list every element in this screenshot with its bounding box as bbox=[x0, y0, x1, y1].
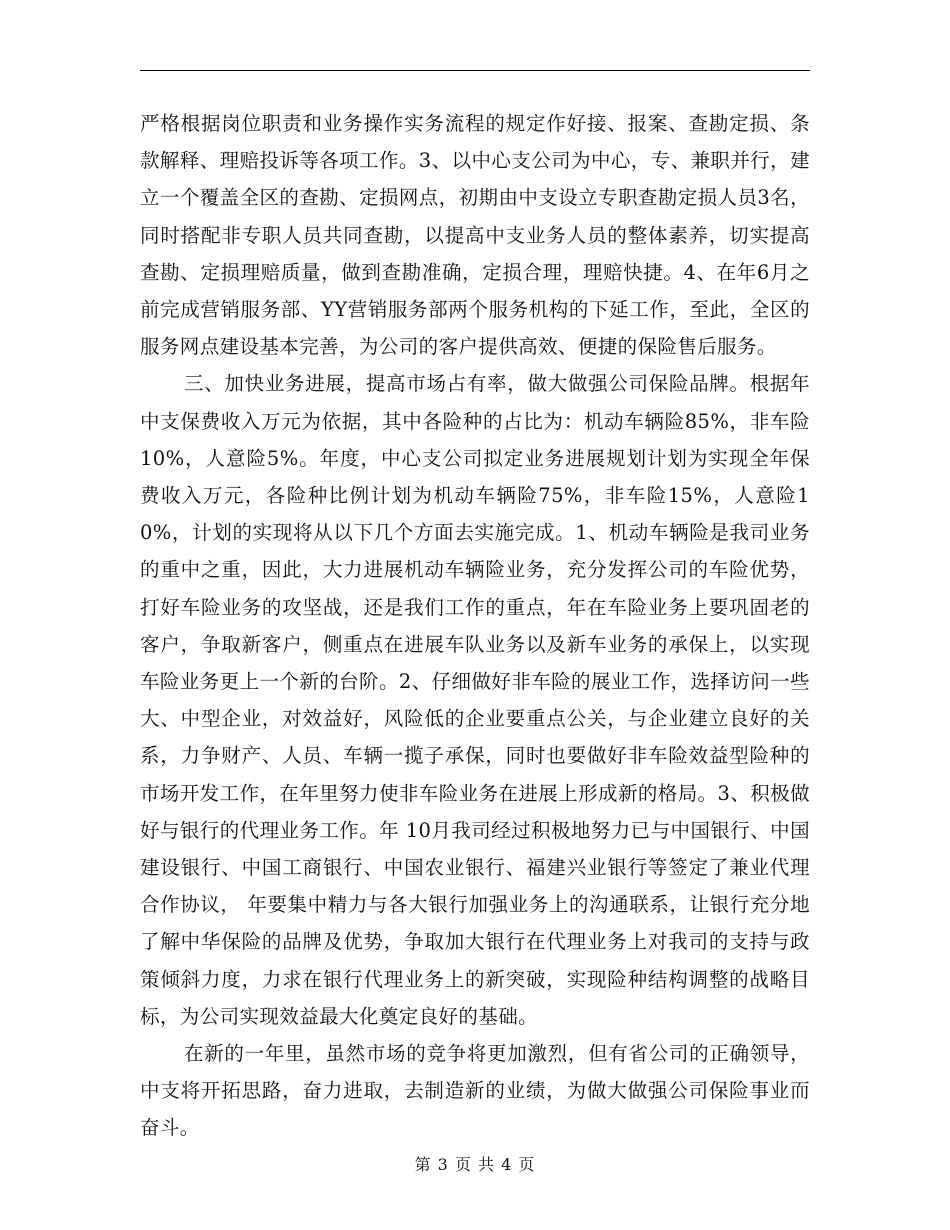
paragraph-3: 在新的一年里，虽然市场的竞争将更加激烈，但有省公司的正确领导，中支将开拓思路，奋力进取，去制造新的业绩，为做大做强公司保险事业而奋斗。 bbox=[140, 1042, 810, 1140]
document-body bbox=[140, 105, 810, 1147]
page-number-footer: 第 3 页 共 4 页 bbox=[414, 1155, 536, 1174]
paragraph-2: 三、加快业务进展，提高市场占有率，做大做强公司保险品牌。根据年中支保费收入万元为依据，其中各险种的占比为：机动车辆险85%，非车险 10%，人意险5%。年度，中心支公司拟定业务进展规划计划为实现全年保费收入万元，各险种比例计划为机动车辆险75%，非车险15%，人意险10%，计划的实现将从以下几个方面去实施完成。1、机动车辆险是我司业务的重中之重，因此，大力进展机动车辆险业务，充分发挥公司的车险优势，打好车险业务的攻坚战，还是我们工作的重点，年在车险业务上要巩固老的客户，争取新客户，侧重点在进展车队业务以及新车业务的承保上，以实现车险业务更上一个新的台阶。2、仔细做好非车险的展业工作，选择访问一些大、中型企业，对效益好，风险低的企业要重点公关，与企业建立良好的关系，力争财产、人员、车辆一揽子承保，同时也要做好非车险效益型险种的市场开发工作，在年里努力使非车险业务在进展上形成新的格局。3、积极做好与银行的代理业务工作。年 10月我司经过积极地努力已与中国银行、中国建设银行、中国工商银行、中国农业银行、福建兴业银行等签定了兼业代理合作协议， 年要集中精力与各大银行加强业务上的沟通联系，让银行充分地了解中华保险的品牌及优势，争取加大银行在代理业务上对我司的支持与政策倾斜力度，力求在银行代理业务上的新突破，实现险种结构调整的战略目标，为公司实现效益最大化奠定良好的基础。 bbox=[140, 372, 810, 1028]
header-rule bbox=[140, 70, 810, 71]
paragraph-1: 严格根据岗位职责和业务操作实务流程的规定作好接、报案、查勘定损、条款解释、理赔投诉等各项工作。3、以中心支公司为中心，专、兼职并行，建立一个覆盖全区的查勘、定损网点，初期由中支设立专职查勘定损人员3名，同时搭配非专职人员共同查勘，以提高中支业务人员的整体素养，切实提高查勘、定损理赔质量，做到查勘准确，定损合理，理赔快捷。4、在年6月之前完成营销服务部、YY营销服务部两个服务机构的下延工作，至此，全区的服务网点建设基本完善，为公司的客户提供高效、便捷的保险售后服务。 bbox=[140, 112, 810, 359]
